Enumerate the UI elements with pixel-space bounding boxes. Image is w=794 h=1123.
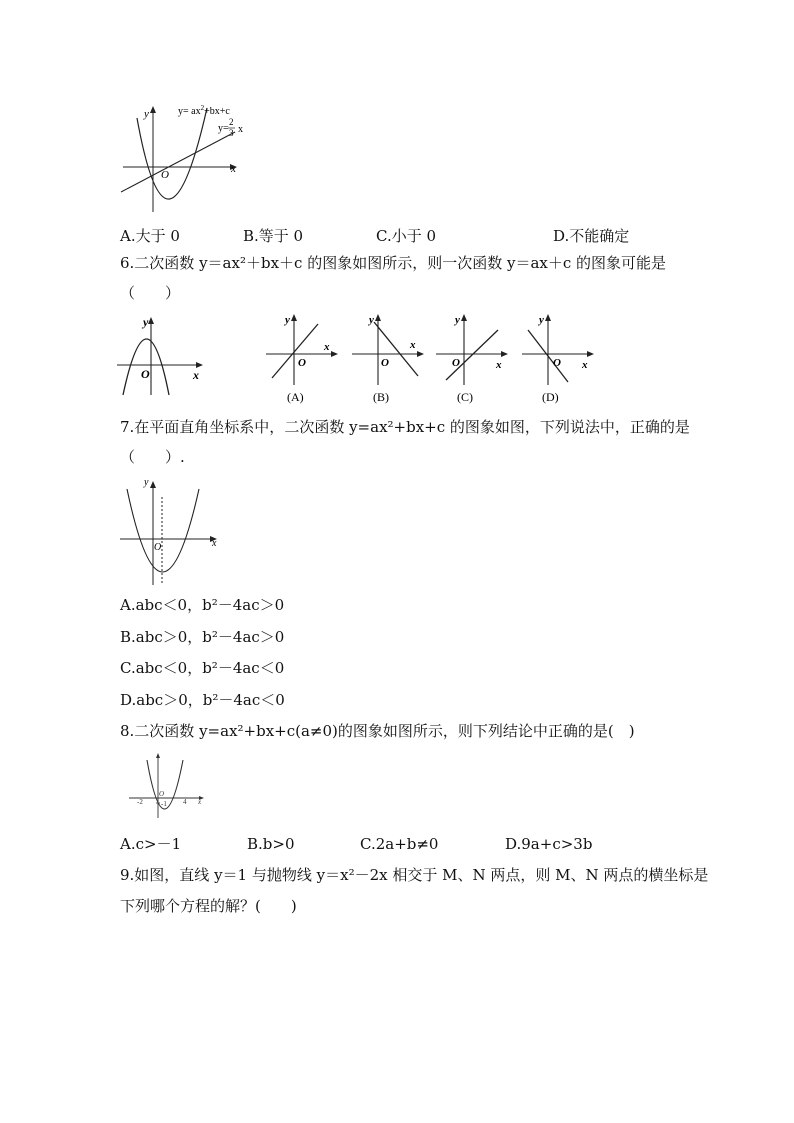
q7-x-label: x [212,538,217,549]
choice-c-x-label: x [496,359,502,371]
choice-a-x-label: x [324,341,330,353]
q8-origin-label: O [159,790,165,798]
q8-tick-neg2: -2 [137,798,143,806]
q8-tick-neg1: -1 [161,800,167,808]
q6-choice-a-figure [262,310,342,405]
q8-option-c: C.2a+b≠0 [360,835,439,853]
line-label-den: 3 [229,128,234,138]
q7-stem-line2: （ ）. [120,448,185,466]
q5-option-d: D.不能确定 [553,227,630,245]
choice-a-label: (A) [287,390,304,404]
q6-stem-line2: （ ） [120,284,181,302]
choice-d-label: (D) [542,390,559,404]
q7-option-d: D.abc＞0，b²－4ac＜0 [120,691,285,709]
q6-choice-c-figure [432,310,512,405]
choice-a-origin: O [298,357,306,369]
q8-stem-line1: 8.二次函数 y=ax²+bx+c(a≠0)的图象如图所示，则下列结论中正确的是( ) [120,722,635,740]
q9-stem-line2: 下列哪个方程的解？( ) [120,897,297,915]
choice-b-origin: O [381,357,389,369]
q7-y-label: y [144,477,149,488]
q8-option-b: B.b>0 [247,835,295,853]
line-label-var: x [238,124,243,135]
choice-b-y-label: y [369,314,374,326]
q8-option-d: D.9a+c>3b [505,835,593,853]
q9-stem-line1: 9.如图，直线 y＝1 与抛物线 y＝x²－2x 相交于 M、N 两点，则 M、N 两点的横坐标是 [120,866,709,884]
choice-d-x-label: x [582,359,588,371]
q5-figure [115,100,255,215]
choice-a-y-label: y [285,314,290,326]
q8-option-a: A.c>－1 [120,835,182,853]
line-label-num: 2 [229,117,234,127]
q6-choice-b-figure [348,310,428,405]
q6-y-label: y [143,315,149,329]
choice-c-label: (C) [457,390,473,404]
q7-stem-line1: 7.在平面直角坐标系中，二次函数 y=ax²+bx+c 的图象如图，下列说法中，正确的是 [120,418,690,436]
q6-origin-label: O [141,367,150,381]
q5-option-a: A.大于 0 [120,227,180,245]
choice-c-origin: O [452,357,460,369]
q6-x-label: x [193,368,199,382]
q7-origin-label: O [154,542,162,553]
choice-c-y-label: y [455,314,460,326]
q7-option-a: A.abc＜0，b²－4ac＞0 [120,596,285,614]
q8-figure [125,752,210,820]
q7-figure [115,475,225,587]
line-label-prefix: y= [218,123,229,134]
x-axis-label: x [231,163,236,175]
origin-label: O [161,169,169,181]
choice-d-origin: O [553,357,561,369]
q8-x-label: x [198,798,202,806]
y-axis-label: y [144,108,149,120]
q5-option-c: C.小于 0 [376,227,437,245]
choice-b-label: (B) [373,390,389,404]
q7-option-c: C.abc＜0，b²－4ac＜0 [120,659,285,677]
q5-option-b: B.等于 0 [243,227,304,245]
q8-tick-4: 4 [183,798,187,806]
choice-d-y-label: y [539,314,544,326]
q7-option-b: B.abc＞0，b²－4ac＞0 [120,628,285,646]
q6-parabola-figure [113,313,208,398]
choice-b-x-label: x [410,339,416,351]
curve-label: $y= ax^2+bx+c$ [178,104,230,117]
q6-stem-line1: 6.二次函数 y＝ax²＋bx＋c 的图象如图所示，则一次函数 y＝ax＋c 的图象可能是 [120,254,667,272]
q6-choice-d-figure [518,310,598,405]
